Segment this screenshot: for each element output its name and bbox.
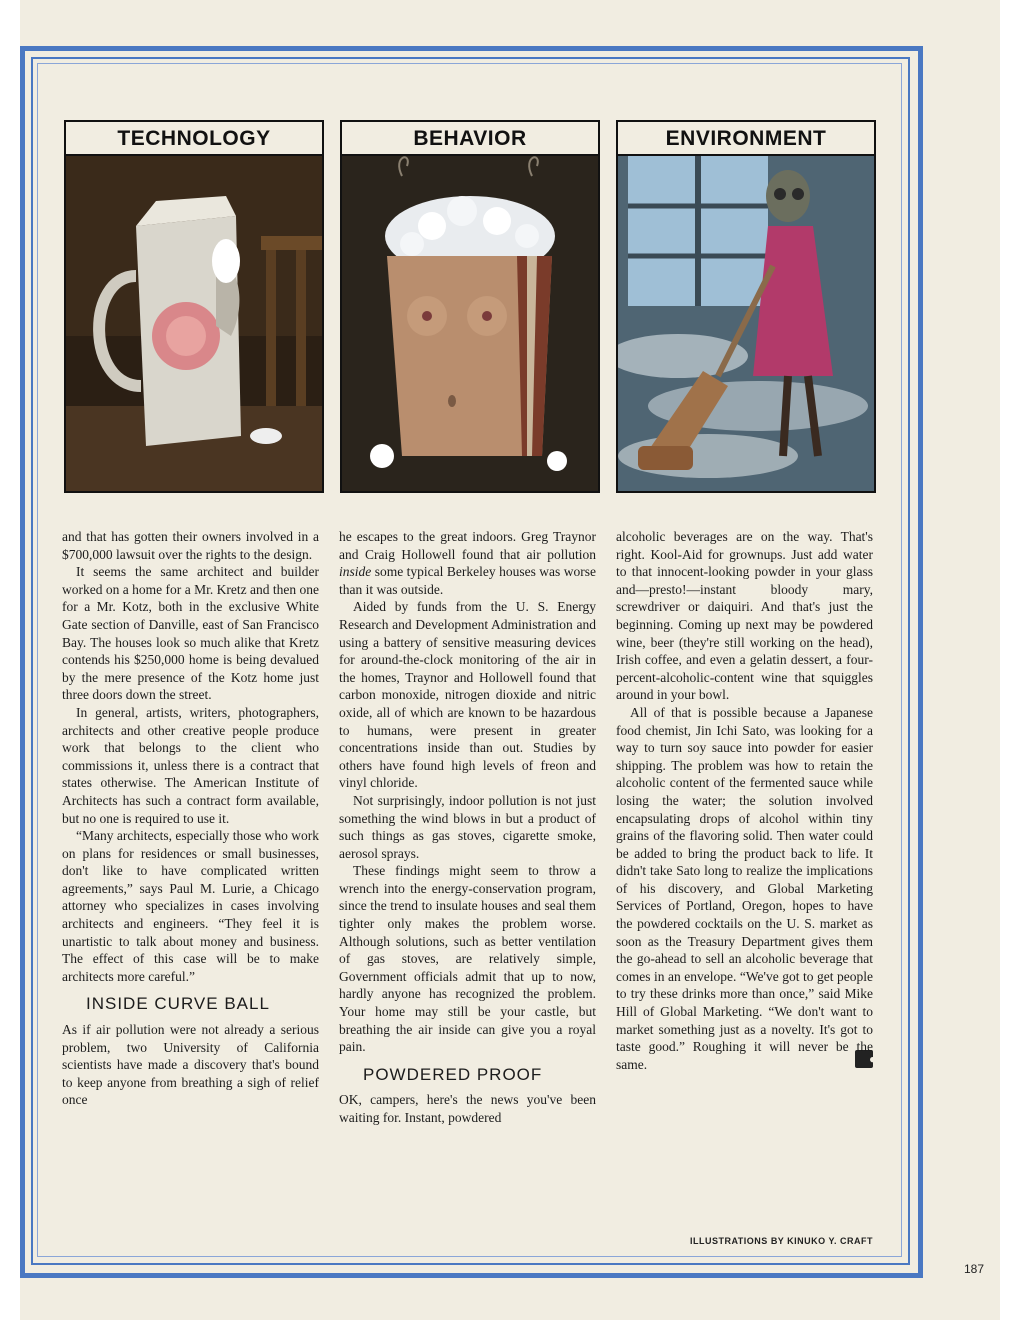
text-column-2 bbox=[339, 528, 596, 1127]
section-heading: POWDERED PROOF bbox=[363, 1064, 543, 1084]
text-column-3 bbox=[616, 528, 877, 1073]
paragraph: Not surprisingly, indoor pollution is not just something the wind blows in but a product of such things as gas stoves, cigarette smoke, aerosol sprays. bbox=[339, 792, 596, 861]
paragraph bbox=[339, 528, 596, 598]
paragraph: OK, campers, here's the news you've been waiting for. Instant, powdered bbox=[339, 1092, 596, 1125]
page-number: 187 bbox=[963, 1262, 984, 1276]
paragraph: and that has gotten their owners involved in a $700,000 lawsuit over the rights to the design. bbox=[62, 529, 319, 562]
paragraph: As if air pollution were not already a serious problem, two University of California scientists have made a discovery that's bound to keep anyone from breathing a sigh of relief once bbox=[62, 1022, 319, 1108]
paragraph: These findings might seem to throw a wrench into the energy-conservation program, since the trend to insulate houses and seal them tighter only makes the problem worse. Although solutions, such as better ventilation of gas stoves, are relatively simple, Government officials admit that up to now, hardly anyone has recognized the problem. Your home may still be your castle, but breathing the air inside can give you a royal pain. bbox=[339, 863, 596, 1055]
panel-title: TECHNOLOGY bbox=[66, 122, 322, 156]
paragraph: It seems the same architect and builder worked on a home for a Mr. Kretz and then one for a Mr. Kotz, both in the exclusive White Gate section of Danville, east of San Francisco Bay. The houses look so much alike that Kretz contends his $250,000 home is being devalued by the mere presence of the Kotz home just three doors down the street. bbox=[62, 564, 319, 703]
illustration-panel-environment bbox=[616, 120, 876, 493]
popcorn-torso-illustration bbox=[342, 156, 598, 491]
beer-mug-illustration bbox=[66, 156, 322, 491]
magazine-page bbox=[20, 0, 1000, 1320]
text-run: some typical Berkeley houses was worse than it was outside. bbox=[339, 564, 596, 597]
text-run: he escapes to the great indoors. Greg Traynor and Craig Hollowell found that air pollution bbox=[339, 529, 596, 562]
text-column-1 bbox=[62, 528, 319, 1109]
emphasis-text: inside bbox=[339, 564, 372, 580]
illustration-panel-technology bbox=[64, 120, 324, 493]
illustration-panel-behavior bbox=[340, 120, 600, 493]
paragraph: alcoholic beverages are on the way. That's right. Kool-Aid for grownups. Just add water to that innocent-looking powder in your glass and—presto!—instant bloody mary, screwdriver or daiquiri. And that's just the beginning. Coming up next may be powdered wine, beer (they're still working on the head), Irish coffee, and even a gelatin dessert, a four-percent-alcoholic-content wine that squiggles around in your bowl. bbox=[616, 529, 873, 703]
gas-mask-vacuum-illustration bbox=[618, 156, 874, 491]
panel-title: BEHAVIOR bbox=[342, 122, 598, 156]
paragraph: Aided by funds from the U. S. Energy Research and Development Administration and using a battery of sensitive measuring devices for around-the-clock monitoring of the air in the homes, Traynor and Hollowell found that carbon monoxide, nitrogen dioxide and nitric oxide, all of which are known to be hazardous to humans, were present in greater concentrations inside than out. Studies by others have found high levels of freon and vinyl chloride. bbox=[339, 599, 596, 791]
end-mark-icon: ● bbox=[855, 1050, 873, 1068]
paragraph: “Many architects, especially those who work on plans for residences or small businesses, don't like to have complicated written agreements,” says Paul M. Lurie, a Chicago attorney who specializes in cases involving architects and engineers. “They feel it is unartistic to talk about money and business. The effect of this case will be to make architects more careful.” bbox=[62, 828, 319, 984]
paragraph: In general, artists, writers, photographers, architects and other creative people produce work that belongs to the client who commissions it, unless there is a contract that states otherwise. The American Institute of Architects has such a contract form available, but no one is required to use it. bbox=[62, 704, 319, 826]
illustration-credit: ILLUSTRATIONS BY KINUKO Y. CRAFT bbox=[689, 1236, 873, 1246]
paragraph bbox=[616, 704, 877, 1073]
section-heading: INSIDE CURVE BALL bbox=[86, 994, 270, 1014]
text-run: All of that is possible because a Japanese food chemist, Jin Ichi Sato, was looking for a way to turn soy sauce into powder for easier shipping. The problem was how to retain the alcoholic content of the fermented sauce while losing the water; the solution involved encapsulating drops of alcohol within tiny grains of the flavoring solid. Then water could be added to bring the product back to life. It didn't take Sato long to realize the implications of his discovery, and Global Marketing Services of Portland, Oregon, hopes to have the powdered cocktails on the U. S. market as soon as the Treasury Department gives them the go-ahead to sell an alcoholic beverage that comes in an envelope. “We've got to get people to try these drinks more than once,” said Mike Hill of Global Marketing. “We don't want to market something just as a novelty. It's got to taste good.” Roughing it will never be the same. bbox=[616, 704, 873, 1072]
panel-title: ENVIRONMENT bbox=[618, 122, 874, 156]
